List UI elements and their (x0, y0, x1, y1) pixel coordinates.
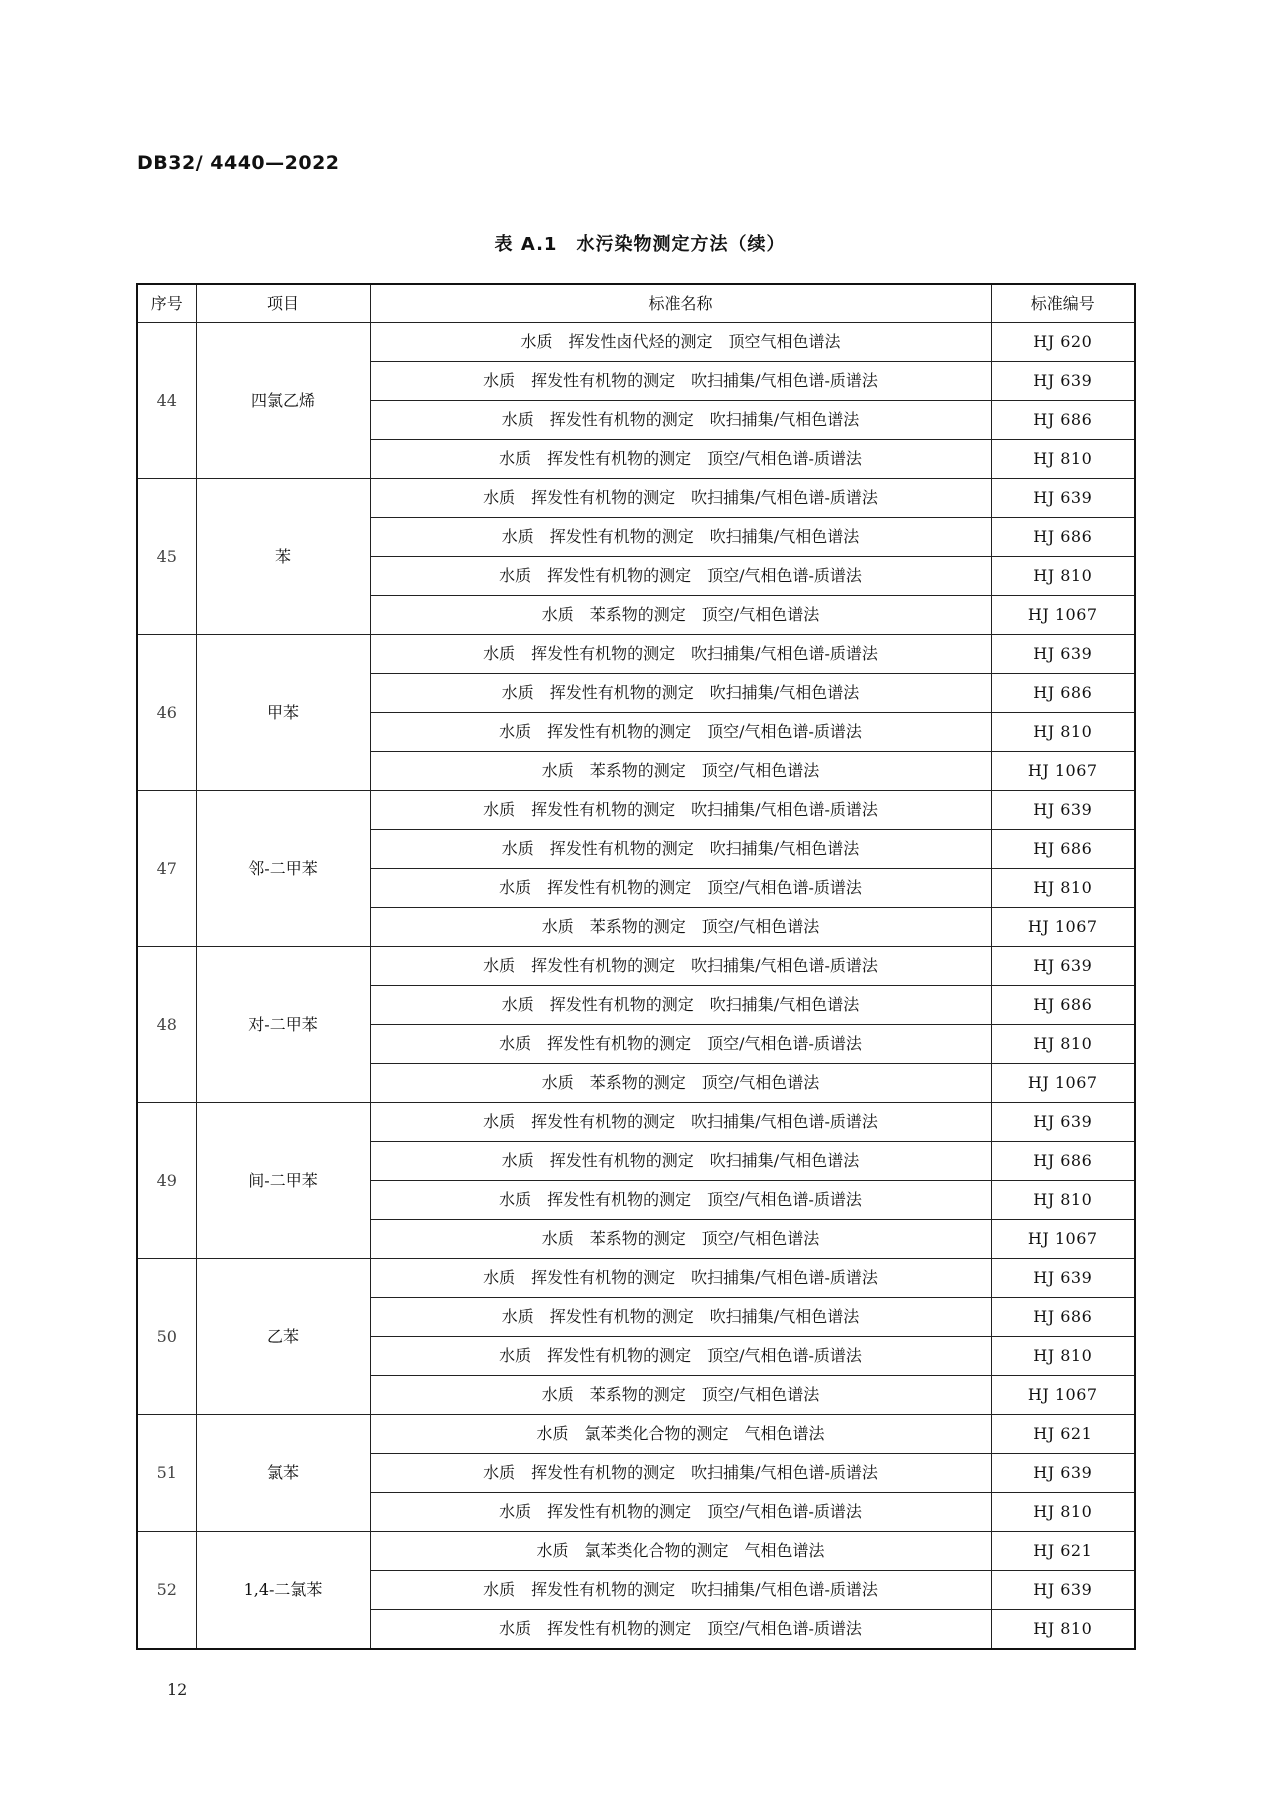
cell-seq: 48 (137, 947, 196, 1103)
cell-standard-code: HJ 1067 (991, 908, 1135, 947)
cell-standard-code: HJ 810 (991, 1610, 1135, 1650)
cell-standard-code: HJ 810 (991, 869, 1135, 908)
column-header-item: 项目 (196, 284, 370, 323)
cell-standard-name: 水质 挥发性有机物的测定 吹扫捕集/气相色谱-质谱法 (370, 635, 991, 674)
cell-item: 间-二甲苯 (196, 1103, 370, 1259)
table-row (137, 479, 1135, 518)
cell-standard-code: HJ 810 (991, 1493, 1135, 1532)
cell-standard-code: HJ 639 (991, 947, 1135, 986)
cell-standard-code: HJ 639 (991, 362, 1135, 401)
cell-item: 乙苯 (196, 1259, 370, 1415)
table-header-row (137, 284, 1135, 323)
cell-standard-code: HJ 686 (991, 518, 1135, 557)
cell-standard-name: 水质 氯苯类化合物的测定 气相色谱法 (370, 1415, 991, 1454)
table-row (137, 1259, 1135, 1298)
cell-standard-code: HJ 686 (991, 674, 1135, 713)
cell-standard-name: 水质 挥发性有机物的测定 顶空/气相色谱-质谱法 (370, 440, 991, 479)
table-row (137, 635, 1135, 674)
cell-standard-name: 水质 挥发性有机物的测定 吹扫捕集/气相色谱法 (370, 1142, 991, 1181)
cell-standard-name: 水质 挥发性有机物的测定 吹扫捕集/气相色谱法 (370, 1298, 991, 1337)
cell-standard-code: HJ 810 (991, 1337, 1135, 1376)
column-header-standard-code: 标准编号 (991, 284, 1135, 323)
cell-standard-code: HJ 639 (991, 791, 1135, 830)
cell-standard-name: 水质 苯系物的测定 顶空/气相色谱法 (370, 752, 991, 791)
cell-item: 苯 (196, 479, 370, 635)
table-row (137, 1415, 1135, 1454)
cell-item: 甲苯 (196, 635, 370, 791)
cell-standard-code: HJ 639 (991, 479, 1135, 518)
cell-standard-name: 水质 挥发性有机物的测定 吹扫捕集/气相色谱法 (370, 986, 991, 1025)
cell-item: 对-二甲苯 (196, 947, 370, 1103)
table-body (137, 323, 1135, 1650)
cell-standard-name: 水质 挥发性有机物的测定 吹扫捕集/气相色谱-质谱法 (370, 479, 991, 518)
cell-standard-name: 水质 苯系物的测定 顶空/气相色谱法 (370, 1376, 991, 1415)
cell-standard-name: 水质 挥发性有机物的测定 吹扫捕集/气相色谱法 (370, 518, 991, 557)
cell-standard-code: HJ 810 (991, 1181, 1135, 1220)
cell-standard-code: HJ 621 (991, 1415, 1135, 1454)
cell-standard-name: 水质 挥发性有机物的测定 顶空/气相色谱-质谱法 (370, 1610, 991, 1650)
cell-standard-code: HJ 686 (991, 830, 1135, 869)
cell-item: 1,4-二氯苯 (196, 1532, 370, 1650)
table-row (137, 1532, 1135, 1571)
cell-standard-name: 水质 挥发性有机物的测定 顶空/气相色谱-质谱法 (370, 1025, 991, 1064)
cell-standard-name: 水质 苯系物的测定 顶空/气相色谱法 (370, 1220, 991, 1259)
standards-table (136, 283, 1136, 1650)
cell-seq: 44 (137, 323, 196, 479)
cell-seq: 49 (137, 1103, 196, 1259)
cell-standard-name: 水质 苯系物的测定 顶空/气相色谱法 (370, 596, 991, 635)
cell-standard-name: 水质 挥发性有机物的测定 顶空/气相色谱-质谱法 (370, 713, 991, 752)
cell-standard-code: HJ 686 (991, 986, 1135, 1025)
cell-standard-name: 水质 挥发性有机物的测定 顶空/气相色谱-质谱法 (370, 1493, 991, 1532)
table-row (137, 1103, 1135, 1142)
cell-standard-name: 水质 挥发性有机物的测定 吹扫捕集/气相色谱-质谱法 (370, 947, 991, 986)
cell-item: 氯苯 (196, 1415, 370, 1532)
table-row (137, 791, 1135, 830)
cell-standard-code: HJ 810 (991, 713, 1135, 752)
cell-standard-code: HJ 621 (991, 1532, 1135, 1571)
cell-standard-code: HJ 1067 (991, 1064, 1135, 1103)
cell-standard-code: HJ 810 (991, 440, 1135, 479)
cell-item: 邻-二甲苯 (196, 791, 370, 947)
cell-standard-name: 水质 苯系物的测定 顶空/气相色谱法 (370, 908, 991, 947)
cell-seq: 50 (137, 1259, 196, 1415)
cell-standard-name: 水质 苯系物的测定 顶空/气相色谱法 (370, 1064, 991, 1103)
table-row (137, 947, 1135, 986)
cell-standard-code: HJ 686 (991, 1298, 1135, 1337)
table-row (137, 323, 1135, 362)
cell-standard-name: 水质 挥发性有机物的测定 顶空/气相色谱-质谱法 (370, 869, 991, 908)
cell-standard-code: HJ 639 (991, 1259, 1135, 1298)
cell-standard-code: HJ 1067 (991, 752, 1135, 791)
cell-item: 四氯乙烯 (196, 323, 370, 479)
cell-standard-code: HJ 639 (991, 1103, 1135, 1142)
cell-standard-name: 水质 挥发性有机物的测定 吹扫捕集/气相色谱-质谱法 (370, 1571, 991, 1610)
cell-standard-code: HJ 1067 (991, 1220, 1135, 1259)
cell-standard-code: HJ 639 (991, 1571, 1135, 1610)
cell-seq: 52 (137, 1532, 196, 1650)
cell-standard-code: HJ 1067 (991, 1376, 1135, 1415)
column-header-seq: 序号 (137, 284, 196, 323)
document-id: DB32/ 4440—2022 (137, 152, 340, 174)
cell-standard-name: 水质 氯苯类化合物的测定 气相色谱法 (370, 1532, 991, 1571)
cell-standard-name: 水质 挥发性有机物的测定 吹扫捕集/气相色谱-质谱法 (370, 1454, 991, 1493)
cell-standard-name: 水质 挥发性卤代烃的测定 顶空气相色谱法 (370, 323, 991, 362)
page-number: 12 (167, 1680, 188, 1699)
cell-standard-code: HJ 810 (991, 1025, 1135, 1064)
cell-standard-name: 水质 挥发性有机物的测定 吹扫捕集/气相色谱法 (370, 830, 991, 869)
cell-standard-name: 水质 挥发性有机物的测定 吹扫捕集/气相色谱-质谱法 (370, 362, 991, 401)
cell-standard-name: 水质 挥发性有机物的测定 吹扫捕集/气相色谱-质谱法 (370, 1103, 991, 1142)
cell-standard-name: 水质 挥发性有机物的测定 顶空/气相色谱-质谱法 (370, 1181, 991, 1220)
cell-standard-code: HJ 620 (991, 323, 1135, 362)
cell-standard-name: 水质 挥发性有机物的测定 吹扫捕集/气相色谱法 (370, 674, 991, 713)
cell-standard-code: HJ 686 (991, 401, 1135, 440)
cell-standard-name: 水质 挥发性有机物的测定 吹扫捕集/气相色谱-质谱法 (370, 1259, 991, 1298)
cell-standard-name: 水质 挥发性有机物的测定 吹扫捕集/气相色谱法 (370, 401, 991, 440)
table-caption: 表 A.1 水污染物测定方法（续） (494, 234, 786, 255)
column-header-standard-name: 标准名称 (370, 284, 991, 323)
cell-standard-name: 水质 挥发性有机物的测定 顶空/气相色谱-质谱法 (370, 557, 991, 596)
cell-seq: 51 (137, 1415, 196, 1532)
cell-standard-code: HJ 639 (991, 1454, 1135, 1493)
cell-standard-name: 水质 挥发性有机物的测定 吹扫捕集/气相色谱-质谱法 (370, 791, 991, 830)
cell-seq: 45 (137, 479, 196, 635)
cell-standard-code: HJ 686 (991, 1142, 1135, 1181)
cell-standard-code: HJ 1067 (991, 596, 1135, 635)
cell-standard-code: HJ 639 (991, 635, 1135, 674)
cell-seq: 47 (137, 791, 196, 947)
cell-seq: 46 (137, 635, 196, 791)
cell-standard-name: 水质 挥发性有机物的测定 顶空/气相色谱-质谱法 (370, 1337, 991, 1376)
cell-standard-code: HJ 810 (991, 557, 1135, 596)
